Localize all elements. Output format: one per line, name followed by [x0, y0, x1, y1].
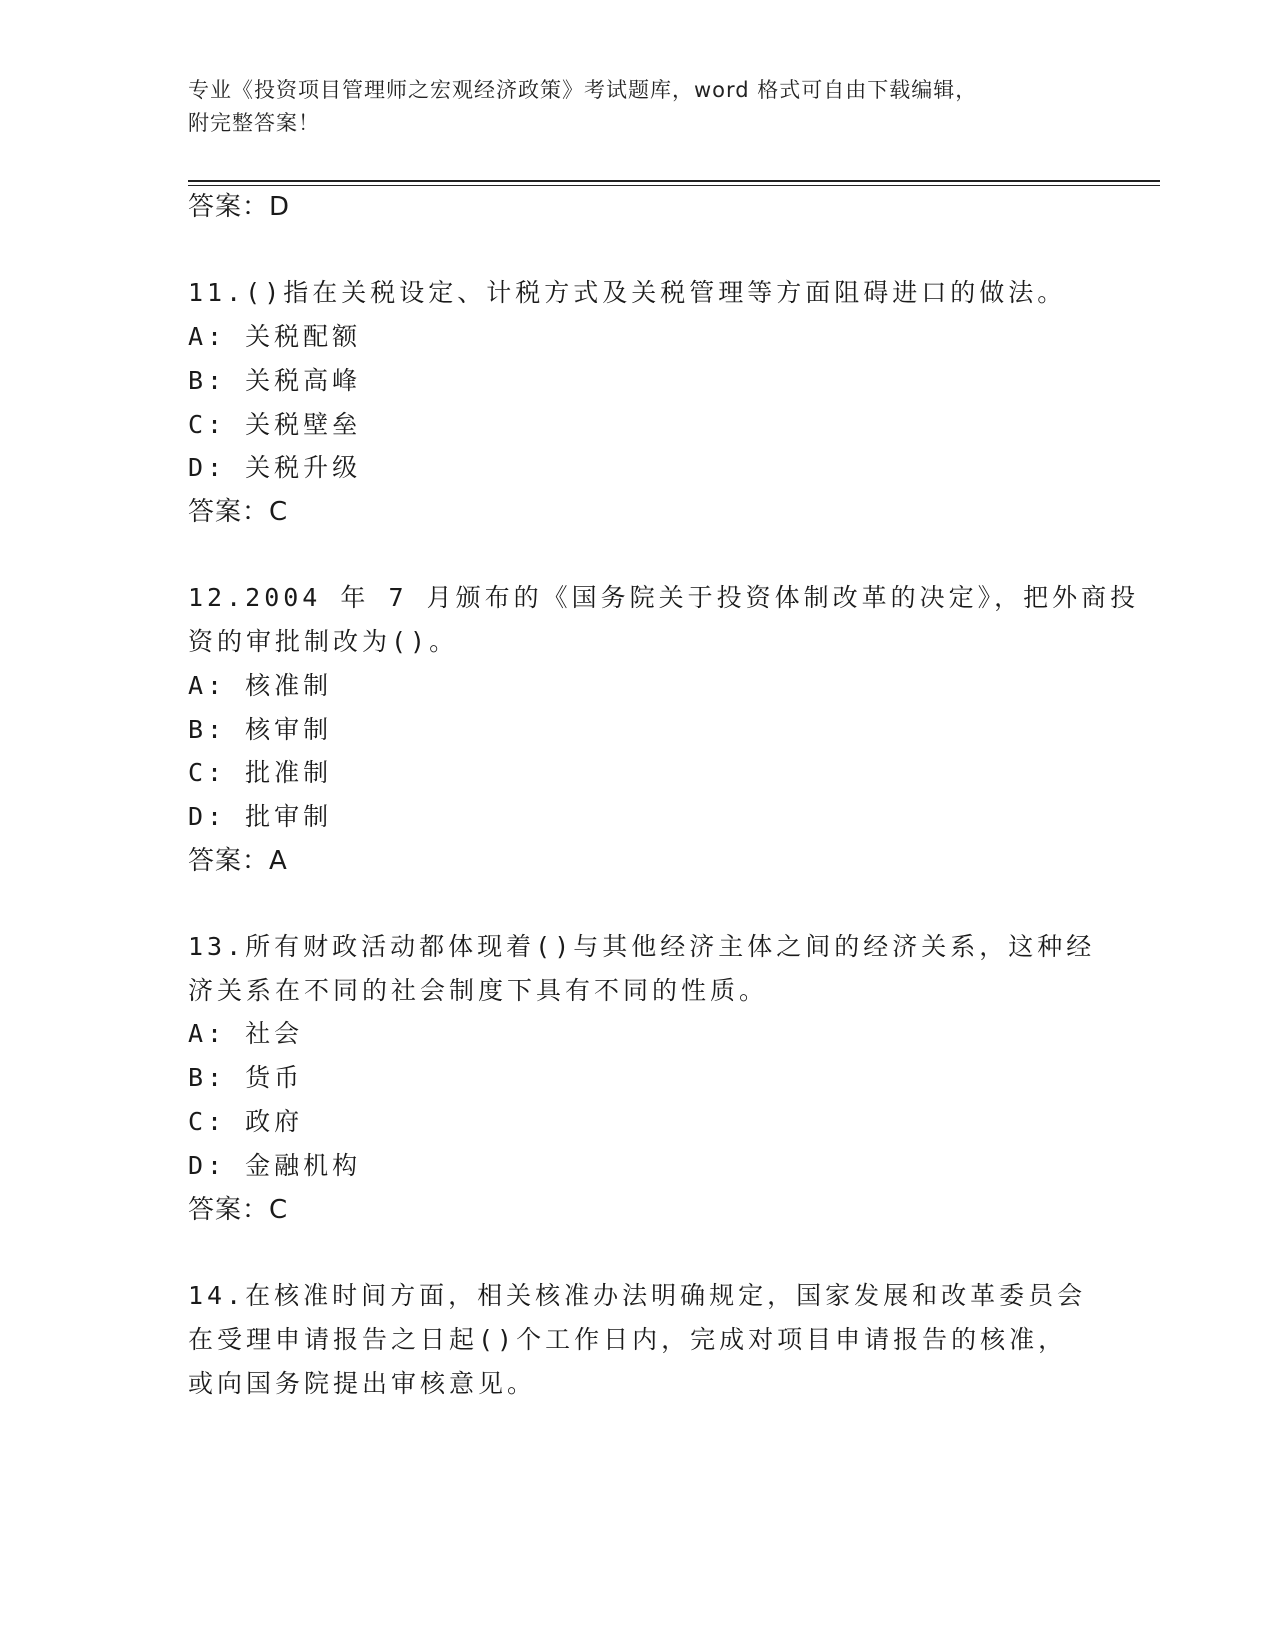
- header-rule-thin: [188, 185, 1160, 186]
- question-12-option-c: C: 批准制: [188, 758, 333, 787]
- question-11-option-d: D: 关税升级: [188, 453, 362, 482]
- question-13-line-2: 济关系在不同的社会制度下具有不同的性质。: [188, 976, 769, 1005]
- question-14-line-3: 或向国务院提出审核意见。: [188, 1369, 537, 1398]
- question-13-option-a: A: 社会: [188, 1019, 304, 1048]
- header-rule-thick: [188, 180, 1160, 182]
- question-11-option-a: A: 关税配额: [188, 322, 362, 351]
- question-12-line-2: 资的审批制改为()。: [188, 627, 459, 656]
- question-12-answer: 答案：A: [188, 846, 288, 876]
- question-14-line-2: 在受理申请报告之日起()个工作日内，完成对项目申请报告的核准，: [188, 1325, 1068, 1354]
- question-13-option-b: B: 货币: [188, 1063, 304, 1092]
- answer-previous: 答案：D: [188, 192, 291, 222]
- question-12-line-1: 12.2004 年 7 月颁布的《国务院关于投资体制改革的决定》，把外商投: [188, 583, 1140, 612]
- question-12-option-a: A: 核准制: [188, 671, 333, 700]
- question-11-line-1: 11.()指在关税设定、计税方式及关税管理等方面阻碍进口的做法。: [188, 278, 1067, 307]
- question-13-line-1: 13.所有财政活动都体现着()与其他经济主体之间的经济关系，这种经: [188, 932, 1096, 961]
- question-11-answer: 答案：C: [188, 497, 289, 527]
- header-line-2: 附完整答案！: [188, 111, 320, 135]
- question-13-answer: 答案：C: [188, 1195, 289, 1225]
- document-header: [188, 74, 1068, 140]
- question-12-option-b: B: 核审制: [188, 715, 333, 744]
- question-11-option-b: B: 关税高峰: [188, 366, 362, 395]
- question-13-option-d: D: 金融机构: [188, 1151, 362, 1180]
- header-line-1: 专业《投资项目管理师之宏观经济政策》考试题库，word 格式可自由下载编辑，: [188, 78, 978, 102]
- question-13-option-c: C: 政府: [188, 1107, 304, 1136]
- question-14-line-1: 14.在核准时间方面，相关核准办法明确规定，国家发展和改革委员会: [188, 1281, 1087, 1310]
- question-12-option-d: D: 批审制: [188, 802, 333, 831]
- question-11-option-c: C: 关税壁垒: [188, 410, 362, 439]
